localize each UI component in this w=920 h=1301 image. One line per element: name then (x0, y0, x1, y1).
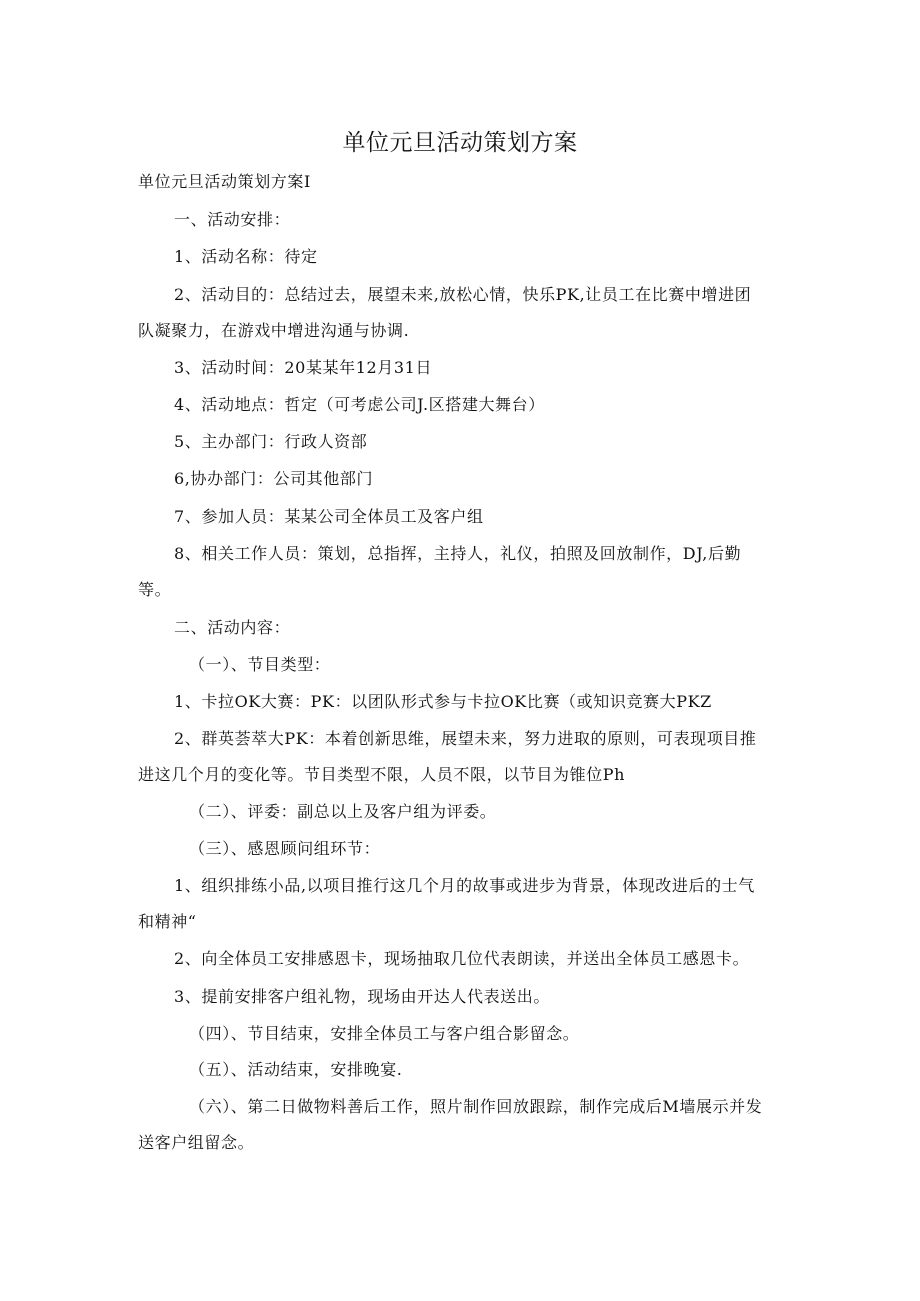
program-type-heading: （一）、节目类型： (189, 655, 331, 674)
gratitude-gifts: 3、提前安排客户组礼物，现场由开达人代表送出。 (174, 987, 550, 1006)
item-activity-purpose-cont: 队凝聚力，在游戏中增进沟通与协调. (138, 321, 410, 340)
gratitude-skit-cont: 和精神“ (138, 912, 197, 931)
program-talent-pk-cont: 进这几个月的变化等。节目类型不限，人员不限，以节目为锥位Ph (138, 765, 626, 784)
program-talent-pk: 2、群英荟萃大PK：本着创新思维，展望未来，努力进取的原则，可表现项目推 (174, 729, 757, 748)
section-heading-arrangement: 一、活动安排： (174, 210, 291, 229)
item-activity-purpose: 2、活动目的：总结过去，展望未来,放松心情，快乐PK,让员工在比赛中增进团 (174, 285, 752, 304)
item-participants: 7、参加人员：某某公司全体员工及客户组 (174, 507, 484, 526)
item-staff: 8、相关工作人员：策划，总指挥，主持人，礼仪，拍照及回放制作，DJ,后勤 (174, 544, 742, 563)
gratitude-skit: 1、组织排练小品,以项目推行这几个月的故事或进步为背景，体现改进后的士气 (174, 876, 755, 895)
activity-end: （五）、活动结束，安排晚宴. (189, 1060, 403, 1079)
program-end: （四）、节目结束，安排全体员工与客户组合影留念。 (189, 1024, 580, 1043)
program-karaoke: 1、卡拉OK大赛：PK：以团队形式参与卡拉OK比赛（或知识竞赛大PKZ (174, 692, 712, 711)
gratitude-heading: （三）、感恩顾问组环节： (189, 839, 381, 858)
item-co-department: 6,协办部门：公司其他部门 (174, 469, 374, 488)
document-subtitle: 单位元旦活动策划方案I (138, 172, 311, 191)
document-title: 单位元旦活动策划方案 (342, 130, 578, 156)
judges: （二）、评委：副总以上及客户组为评委。 (189, 802, 497, 821)
follow-up: （六）、第二日做物料善后工作，照片制作回放跟踪，制作完成后M墙展示并发 (189, 1097, 763, 1116)
item-activity-name: 1、活动名称：待定 (174, 247, 318, 266)
item-activity-time: 3、活动时间：20某某年12月31日 (174, 358, 433, 377)
gratitude-cards: 2、向全体员工安排感恩卡，现场抽取几位代表朗读，并送出全体员工感恩卡。 (174, 949, 750, 968)
item-host-department: 5、主办部门：行政人资部 (174, 432, 368, 451)
item-staff-cont: 等。 (138, 580, 172, 599)
item-activity-location: 4、活动地点：哲定（可考虑公司J.区搭建大舞台） (174, 395, 545, 414)
follow-up-cont: 送客户组留念。 (138, 1133, 255, 1152)
section-heading-content: 二、活动内容： (174, 618, 291, 637)
